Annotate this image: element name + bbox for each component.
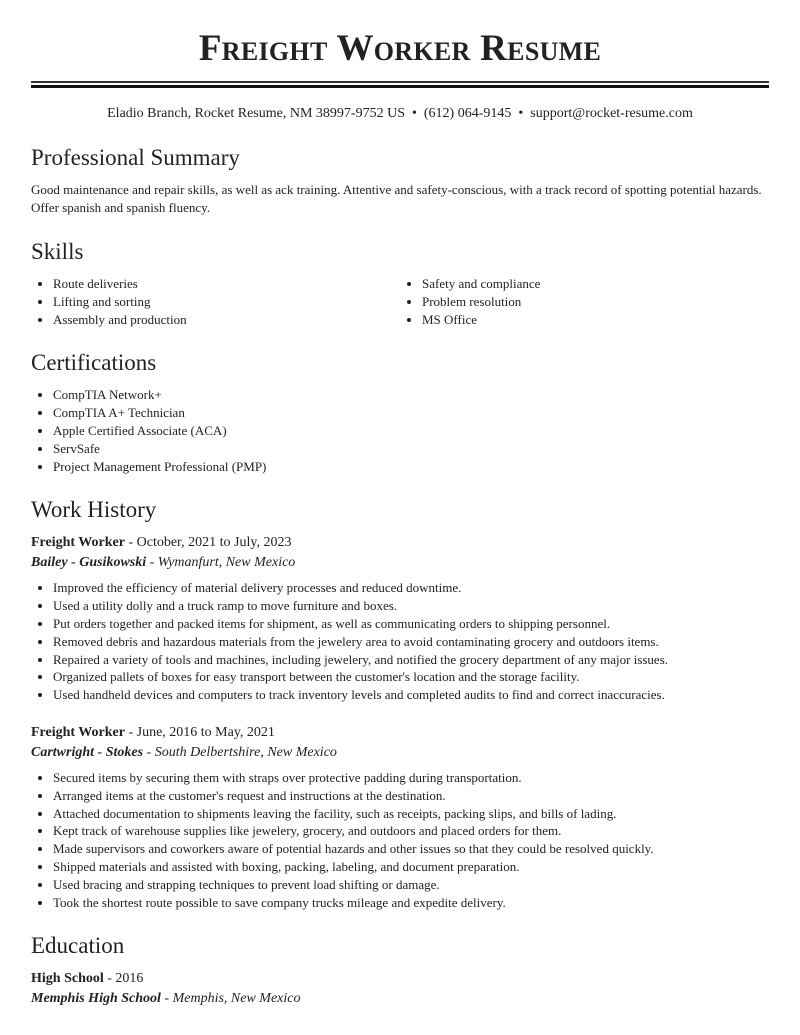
separator: • <box>411 106 417 121</box>
contact-phone: (612) 064-9145 <box>423 106 512 121</box>
job-title-line <box>31 533 769 553</box>
skill-item: • Lifting and sorting <box>53 293 400 311</box>
job-bullet: • Shipped materials and assisted with boxing, packing, labeling, and document preparation. <box>53 858 769 876</box>
job-bullets <box>31 579 769 704</box>
job-bullet: • Attached documentation to shipments leaving the facility, such as receipts, packing slips, and bills of lading. <box>53 805 769 823</box>
certification-item: • CompTIA A+ Technician <box>53 404 769 422</box>
job-dates: - June, 2016 to May, 2021 <box>124 724 275 740</box>
job-entry <box>31 723 769 911</box>
skill-item: • Route deliveries <box>53 275 400 293</box>
separator: • <box>518 106 524 121</box>
education-heading: Education <box>31 933 125 959</box>
job-company-line <box>31 553 769 573</box>
job-title-line <box>31 723 769 743</box>
job-bullets <box>31 769 769 911</box>
job-location: - Wymanfurt, New Mexico <box>146 555 296 571</box>
job-bullet: • Secured items by securing them with straps over protective padding during transportation. <box>53 769 769 787</box>
certification-item: • Project Management Professional (PMP) <box>53 458 769 476</box>
summary-text: Good maintenance and repair skills, as well as ack training. Attentive and safety-conscious, with a track record of spotting potential hazards. Offer spanish and spanish fluency. <box>31 182 762 215</box>
job-bullet: • Kept track of warehouse supplies like jewelery, grocery, and outdoors and placed orders for them. <box>53 822 769 840</box>
resume-title: Freight Worker Resume <box>198 28 602 69</box>
job-bullet: • Repaired a variety of tools and machines, including jewelery, and notified the grocery department of any major issues. <box>53 651 769 669</box>
certifications-list <box>31 386 769 475</box>
job-bullet: • Used a utility dolly and a truck ramp to move furniture and boxes. <box>53 597 769 615</box>
job-bullet: • Removed debris and hazardous materials from the jewelery area to avoid contaminating grocery and outdoors items. <box>53 633 769 651</box>
job-bullet: • Put orders together and packed items for shipment, as well as communicating orders to shipping personnel. <box>53 615 769 633</box>
skill-item: • Assembly and production <box>53 311 400 329</box>
certification-item: • Apple Certified Associate (ACA) <box>53 422 769 440</box>
skill-item: • MS Office <box>422 311 769 329</box>
job-bullet: • Used handheld devices and computers to track inventory levels and completed audits to find and correct inaccuracies. <box>53 686 769 704</box>
job-location: - South Delbertshire, New Mexico <box>143 744 337 760</box>
company-name: Cartwright - Stokes <box>31 744 144 760</box>
skill-item: • Problem resolution <box>422 293 769 311</box>
contact-line <box>31 105 769 123</box>
skills-heading: Skills <box>31 239 84 264</box>
school-location: - Memphis, New Mexico <box>160 991 301 1007</box>
certifications-heading: Certifications <box>31 350 157 376</box>
divider <box>31 85 769 88</box>
job-bullet: • Arranged items at the customer's request and instructions at the destination. <box>53 787 769 805</box>
company-name: Bailey - Gusikowski <box>31 555 147 571</box>
job-company-line <box>31 743 769 763</box>
summary-heading: Professional Summary <box>31 145 240 170</box>
skills-list <box>31 275 769 328</box>
education-school-line <box>31 989 769 1009</box>
job-dates: - October, 2021 to July, 2023 <box>124 535 292 551</box>
school-name: Memphis High School <box>31 991 161 1007</box>
job-bullet: • Took the shortest route possible to save company trucks mileage and expedite delivery. <box>53 894 769 912</box>
degree: High School <box>31 971 104 987</box>
work-history <box>31 533 769 911</box>
skill-item: • Safety and compliance <box>422 275 769 293</box>
job-entry <box>31 533 769 704</box>
divider <box>31 81 769 83</box>
contact-address: Eladio Branch, Rocket Resume, NM 38997-9752 US <box>107 106 405 121</box>
certification-item: • CompTIA Network+ <box>53 386 769 404</box>
graduation-year: - 2016 <box>103 971 144 987</box>
contact-email: support@rocket-resume.com <box>530 106 693 121</box>
certification-item: • ServSafe <box>53 440 769 458</box>
job-bullet: • Organized pallets of boxes for easy transport between the customer's location and the storage facility. <box>53 668 769 686</box>
job-bullet: • Used bracing and strapping techniques to prevent load shifting or damage. <box>53 876 769 894</box>
job-title: Freight Worker <box>31 724 125 740</box>
education-degree-line <box>31 969 769 989</box>
work-history-heading: Work History <box>31 497 157 523</box>
job-title: Freight Worker <box>31 535 125 551</box>
job-bullet: • Made supervisors and coworkers aware of potential hazards and other issues so that they could be resolved quickly. <box>53 840 769 858</box>
job-bullet: • Improved the efficiency of material delivery processes and reduced downtime. <box>53 579 769 597</box>
